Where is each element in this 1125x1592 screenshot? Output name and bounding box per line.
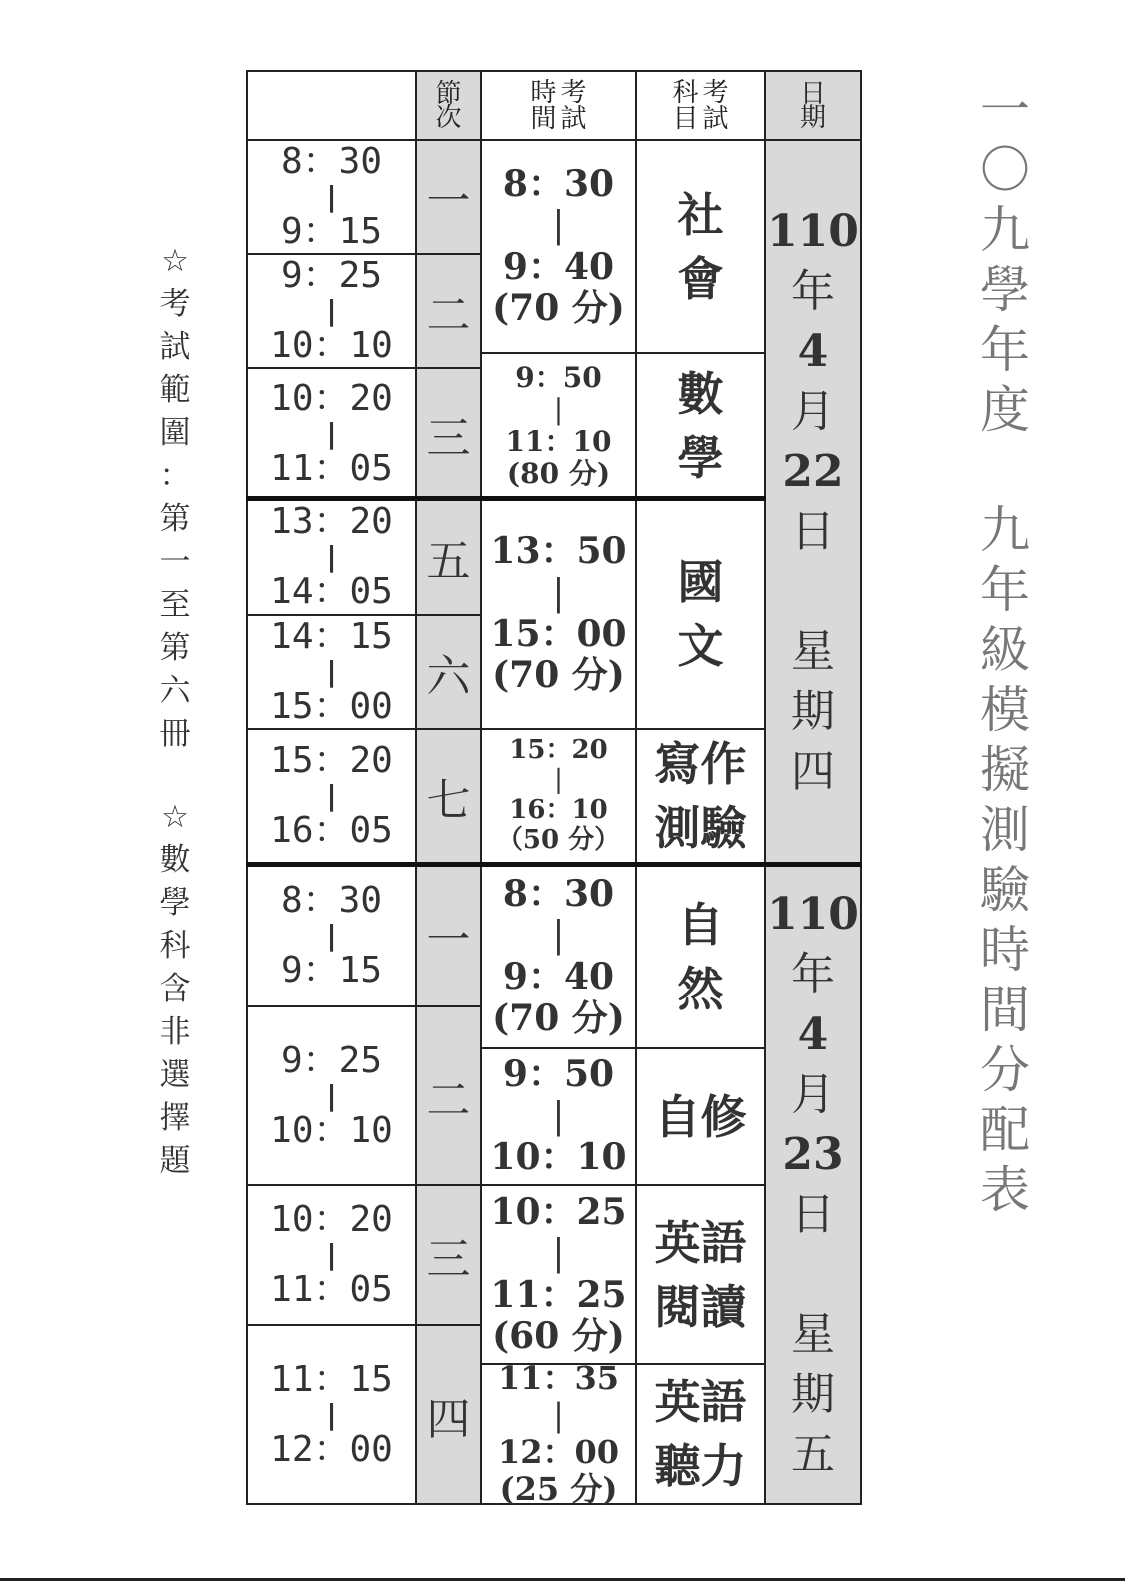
header-char: 時 <box>530 77 557 108</box>
period-bar: | <box>323 655 340 688</box>
weekday-char: 期 <box>790 685 835 737</box>
period-time <box>270 501 393 613</box>
period-time-cell <box>246 139 417 255</box>
title-char: 擬 <box>980 741 1030 799</box>
period-seq-cell <box>415 253 482 369</box>
subject-cell <box>635 728 766 864</box>
header-subject <box>635 70 766 141</box>
title-char: 時 <box>980 921 1030 979</box>
period-end: 12：00 <box>270 1428 393 1470</box>
weekday-char: 星 <box>790 1308 835 1360</box>
exam-end: 9：40 <box>502 245 615 288</box>
date-gap <box>767 562 859 622</box>
period-start: 14：15 <box>270 616 393 657</box>
exam-time <box>497 736 620 856</box>
exam-time-cell <box>480 1047 637 1186</box>
period-start: 8：30 <box>280 879 383 921</box>
exam-time <box>492 164 625 330</box>
exam-bar: | <box>553 392 564 426</box>
subject-line: 社 <box>677 187 724 242</box>
period-seq-cell <box>415 1005 482 1186</box>
subject-line: 會 <box>677 251 724 306</box>
header-char: 日 <box>799 78 826 109</box>
period-time <box>270 740 393 852</box>
subject-line: 文 <box>677 619 724 673</box>
header-char: 考 <box>560 77 587 108</box>
exam-duration: （50 分） <box>496 824 621 855</box>
period-end: 9：15 <box>280 949 383 991</box>
subject-cell <box>635 864 766 1049</box>
footer-rule <box>0 1578 1125 1581</box>
exam-time-cell <box>480 352 637 500</box>
header-char: 科 <box>672 77 699 108</box>
lunch-divider <box>246 496 766 501</box>
period-start: 10：20 <box>270 377 393 419</box>
note-char: 第 <box>159 630 191 666</box>
title-char: 學 <box>980 261 1030 319</box>
exam-time-cell <box>480 1359 637 1508</box>
date-day: 23 <box>782 1128 844 1180</box>
note-char: 選 <box>159 1057 191 1093</box>
exam-bar: | <box>554 765 563 796</box>
title-char: 年 <box>980 561 1030 619</box>
exam-duration: (25 分) <box>499 1469 618 1508</box>
subject-line: 然 <box>677 961 724 1016</box>
period-start: 9：25 <box>280 255 382 296</box>
period-bar: | <box>323 294 340 327</box>
period-time <box>270 378 393 490</box>
weekday-char: 星 <box>790 625 835 677</box>
period-time <box>270 616 393 728</box>
period-time-cell <box>246 864 417 1007</box>
period-number: 四 <box>426 1393 471 1445</box>
exam-start: 13：50 <box>490 530 627 573</box>
period-time-cell <box>246 1324 417 1505</box>
subject-line: 英語 <box>654 1215 747 1270</box>
exam-start: 9：50 <box>502 1053 615 1096</box>
exam-bar: | <box>552 915 565 957</box>
note-char: ☆ <box>161 799 189 835</box>
note-char: 一 <box>159 544 191 580</box>
subject-line: 閱讀 <box>654 1279 747 1334</box>
subject-cell <box>635 498 766 730</box>
period-bar: | <box>323 1397 340 1431</box>
period-start: 10：20 <box>270 1199 393 1240</box>
exam-time-cell <box>480 139 637 354</box>
exam-duration: (60 分) <box>492 1314 625 1357</box>
period-bar: | <box>323 416 340 450</box>
header-date <box>764 70 862 141</box>
subject-name <box>655 732 747 860</box>
note-char: 圍 <box>159 415 191 451</box>
header-char: 試 <box>702 103 729 134</box>
title-char: 一 <box>980 81 1030 139</box>
subject-cell <box>635 1363 766 1505</box>
date-char: 日 <box>790 1188 835 1240</box>
exam-end: 12：00 <box>497 1433 620 1471</box>
date-char: 月 <box>790 1068 835 1120</box>
date-cell <box>764 139 862 864</box>
exam-notes <box>150 240 200 1183</box>
exam-start: 11：35 <box>497 1359 620 1398</box>
header-char: 期 <box>799 102 826 133</box>
subject-name <box>678 183 724 311</box>
exam-start: 15：20 <box>509 735 608 766</box>
period-seq-cell <box>415 728 482 864</box>
note-char: 第 <box>159 501 191 537</box>
weekday-char: 五 <box>790 1428 835 1480</box>
weekday-char: 四 <box>790 745 835 797</box>
subject-line: 自修 <box>654 1089 747 1144</box>
subject-line: 寫作 <box>654 737 747 791</box>
period-number: 二 <box>426 290 471 341</box>
exam-time-cell <box>480 1184 637 1365</box>
period-end: 11：05 <box>270 1269 393 1310</box>
page-title <box>975 80 1035 1220</box>
note-char: 至 <box>159 587 191 623</box>
title-char: 年 <box>980 321 1030 379</box>
period-time <box>281 880 382 992</box>
period-seq-cell <box>415 614 482 730</box>
date-char: 日 <box>790 505 835 557</box>
day-divider <box>246 862 862 867</box>
exam-time <box>490 1192 626 1358</box>
exam-bar: | <box>552 1095 565 1137</box>
date-month: 4 <box>797 1008 829 1060</box>
subject-name <box>655 1370 747 1498</box>
note-char: 冊 <box>159 716 191 752</box>
period-end: 10：10 <box>270 1109 393 1151</box>
title-char: 間 <box>980 981 1030 1039</box>
header-char: 試 <box>560 103 587 134</box>
period-time-cell <box>246 614 417 730</box>
period-number: 二 <box>426 1074 471 1126</box>
exam-time <box>506 362 612 491</box>
period-bar: | <box>323 540 340 573</box>
title-char <box>975 440 1035 500</box>
title-char: 表 <box>980 1161 1030 1219</box>
period-number: 五 <box>426 536 471 587</box>
subject-line: 測驗 <box>654 801 747 855</box>
date-cell <box>764 864 862 1505</box>
period-number: 一 <box>426 914 471 966</box>
period-bar: | <box>323 1238 340 1271</box>
period-time <box>270 1199 393 1311</box>
subject-cell <box>635 139 766 354</box>
note-char: 試 <box>159 329 191 365</box>
period-start: 15：20 <box>270 740 393 781</box>
title-char: 驗 <box>980 861 1030 919</box>
exam-date <box>767 885 859 1485</box>
exam-time-cell <box>480 728 637 864</box>
exam-end: 11：10 <box>505 425 612 458</box>
date-year: 110 <box>767 205 859 257</box>
period-start: 8：30 <box>280 141 383 182</box>
note-char: 非 <box>159 1014 191 1050</box>
header-char: 目 <box>672 103 699 134</box>
date-year: 110 <box>767 888 859 940</box>
period-bar: | <box>323 180 340 213</box>
exam-duration: (70 分) <box>492 654 625 697</box>
note-char: 六 <box>159 673 191 709</box>
header-exam-time <box>480 70 637 141</box>
period-seq-cell <box>415 139 482 255</box>
date-gap <box>767 1245 859 1305</box>
exam-end: 15：00 <box>490 613 627 655</box>
period-seq-cell <box>415 367 482 500</box>
note-char: 含 <box>159 971 191 1007</box>
date-char: 年 <box>790 265 835 317</box>
period-seq-cell <box>415 1184 482 1326</box>
exam-bar: | <box>552 1233 565 1275</box>
period-number: 六 <box>426 651 471 702</box>
period-seq-cell <box>415 864 482 1007</box>
exam-duration: (70 分) <box>492 286 625 329</box>
title-char: 配 <box>980 1101 1030 1159</box>
subject-cell <box>635 1184 766 1365</box>
exam-time-cell <box>480 498 637 730</box>
period-time-cell <box>246 253 417 369</box>
title-char: 級 <box>980 621 1030 679</box>
exam-duration: (70 分) <box>492 996 625 1039</box>
header-period <box>415 70 482 141</box>
exam-duration: (80 分) <box>506 457 611 491</box>
period-start: 9：25 <box>280 1039 382 1081</box>
exam-time <box>490 1054 626 1178</box>
period-time <box>270 1359 393 1471</box>
period-seq-cell <box>415 1324 482 1505</box>
date-char: 月 <box>790 385 835 437</box>
title-char: 度 <box>980 381 1030 439</box>
exam-scope-note <box>150 240 200 756</box>
date-char: 年 <box>790 948 835 1000</box>
math-note <box>150 796 200 1183</box>
period-bar: | <box>323 779 340 812</box>
period-time-cell <box>246 367 417 500</box>
period-time <box>281 141 382 253</box>
subject-cell <box>635 1047 766 1186</box>
exam-start: 10：25 <box>490 1190 627 1233</box>
period-time <box>270 1040 393 1152</box>
period-end: 11：05 <box>270 447 393 489</box>
period-end: 14：05 <box>270 571 393 612</box>
exam-bar: | <box>552 572 565 614</box>
period-time <box>270 255 393 367</box>
period-time-cell <box>246 728 417 864</box>
subject-line: 自 <box>677 897 724 952</box>
period-bar: | <box>323 1078 340 1112</box>
title-char: 模 <box>980 681 1030 739</box>
subject-name <box>678 362 724 490</box>
subject-line: 國 <box>677 555 724 609</box>
period-end: 10：10 <box>270 325 393 366</box>
period-time-cell <box>246 498 417 616</box>
note-char: 範 <box>159 372 191 408</box>
subject-name <box>678 550 724 678</box>
note-char: 考 <box>159 286 191 322</box>
subject-cell <box>635 352 766 500</box>
note-char: 科 <box>159 928 191 964</box>
title-char: 分 <box>980 1041 1030 1099</box>
date-month: 4 <box>797 325 829 377</box>
header-period-char: 次 <box>435 102 462 133</box>
period-start: 11：15 <box>270 1358 393 1400</box>
weekday-char: 期 <box>790 1368 835 1420</box>
note-char: ☆ <box>161 243 189 279</box>
exam-bar: | <box>553 1396 564 1435</box>
subject-name <box>655 1211 747 1339</box>
exam-time <box>492 874 625 1040</box>
header-period-char: 節 <box>435 78 462 109</box>
exam-end: 11：25 <box>490 1273 627 1316</box>
period-number: 七 <box>426 775 471 826</box>
subject-line: 數 <box>677 367 724 421</box>
period-start: 13：20 <box>270 501 393 542</box>
title-char: 九 <box>980 501 1030 559</box>
title-char: 九 <box>980 201 1030 259</box>
exam-start: 8：30 <box>502 872 615 915</box>
period-end: 15：00 <box>270 686 393 727</box>
note-char: 題 <box>159 1143 191 1179</box>
note-char: 擇 <box>159 1100 191 1136</box>
header-char: 間 <box>530 103 557 134</box>
note-char: 學 <box>159 885 191 921</box>
period-time-cell <box>246 1005 417 1186</box>
period-number: 三 <box>426 412 471 464</box>
period-time-cell <box>246 1184 417 1326</box>
exam-time <box>498 1360 619 1507</box>
exam-end: 9：40 <box>502 955 615 998</box>
date-day: 22 <box>782 445 844 497</box>
subject-line: 學 <box>677 431 724 485</box>
exam-time-cell <box>480 864 637 1049</box>
exam-end: 16：10 <box>509 795 608 825</box>
title-char: 〇 <box>980 141 1030 199</box>
title-char: 測 <box>980 801 1030 859</box>
exam-date <box>767 202 859 802</box>
period-bar: | <box>323 918 340 952</box>
exam-start: 9：50 <box>515 360 602 394</box>
header-blank <box>246 70 417 141</box>
subject-line: 英語 <box>654 1375 747 1429</box>
period-end: 9：15 <box>280 211 383 252</box>
note-char: ： <box>159 458 191 494</box>
exam-start: 8：30 <box>502 162 615 205</box>
header-char: 考 <box>702 77 729 108</box>
subject-name <box>655 1085 747 1149</box>
exam-end: 10：10 <box>490 1136 627 1179</box>
note-char: 數 <box>159 842 191 878</box>
subject-name <box>678 893 724 1021</box>
period-end: 16：05 <box>270 810 393 851</box>
period-number: 三 <box>426 1234 471 1285</box>
subject-line: 聽力 <box>654 1439 747 1493</box>
period-seq-cell <box>415 498 482 616</box>
exam-time <box>490 531 626 697</box>
period-number: 一 <box>426 176 471 227</box>
exam-bar: | <box>552 205 565 247</box>
